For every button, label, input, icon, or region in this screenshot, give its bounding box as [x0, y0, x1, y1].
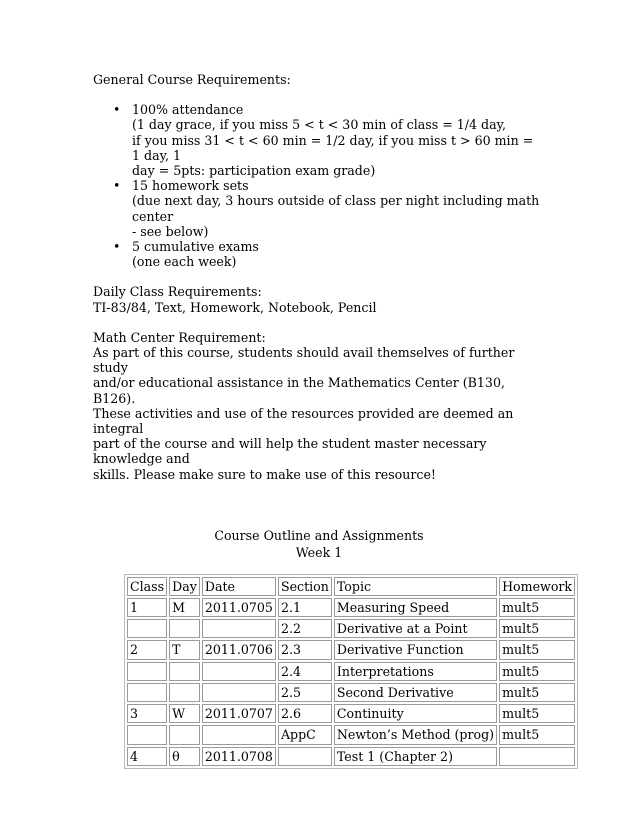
cell-section [278, 747, 332, 766]
table-header-row [127, 577, 575, 596]
table-row [127, 747, 575, 766]
column-header-class: Class [127, 577, 167, 596]
cell-date [202, 683, 276, 702]
outline-title: Course Outline and Assignments [214, 527, 424, 543]
daily-requirements-heading: Daily Class Requirements: [93, 284, 262, 300]
list-item [93, 102, 545, 178]
cell-class: 2 [127, 640, 167, 659]
bullet-icon: • [113, 239, 121, 255]
daily-requirements-text: TI-83/84, Text, Homework, Notebook, Pencil [93, 299, 377, 315]
outline-title-block [93, 527, 545, 561]
cell-date: 2011.0707 [202, 704, 276, 723]
cell-day [169, 725, 200, 744]
column-header-homework: Homework [499, 577, 575, 596]
paragraph-line: As part of this course, students should avail themselves of further study [93, 345, 515, 376]
cell-homework: mult5 [499, 662, 575, 681]
column-header-topic: Topic [334, 577, 497, 596]
cell-homework: mult5 [499, 704, 575, 723]
cell-topic: Newton’s Method (prog) [334, 725, 497, 744]
column-header-date: Date [202, 577, 276, 596]
table-row [127, 683, 575, 702]
cell-date [202, 725, 276, 744]
cell-section: 2.4 [278, 662, 332, 681]
cell-topic: Second Derivative [334, 683, 497, 702]
cell-class: 3 [127, 704, 167, 723]
schedule-table [124, 574, 578, 769]
cell-date: 2011.0708 [202, 747, 276, 766]
cell-date [202, 662, 276, 681]
paragraph-line: skills. Please make sure to make use of this resource! [93, 466, 436, 482]
cell-topic: Test 1 (Chapter 2) [334, 747, 497, 766]
list-item [93, 178, 545, 239]
item-line: 5 cumulative exams [132, 239, 259, 255]
cell-topic: Derivative Function [334, 640, 497, 659]
cell-topic: Continuity [334, 704, 497, 723]
document-page [93, 72, 573, 769]
item-line: if you miss 31 < t < 60 min = 1/2 day, if you miss t > 60 min = 1 day, 1 [132, 132, 534, 163]
cell-topic: Measuring Speed [334, 598, 497, 617]
cell-date: 2011.0705 [202, 598, 276, 617]
daily-requirements [93, 284, 545, 314]
cell-section: 2.5 [278, 683, 332, 702]
paragraph-line: part of the course and will help the student master necessary knowledge and [93, 436, 487, 467]
item-line: (1 day grace, if you miss 5 < t < 30 min of class = 1/4 day, [132, 117, 507, 133]
item-line: 15 homework sets [132, 178, 249, 194]
cell-homework: mult5 [499, 683, 575, 702]
cell-section: 2.6 [278, 704, 332, 723]
item-line: - see below) [132, 223, 209, 239]
cell-class: 4 [127, 747, 167, 766]
table-row [127, 619, 575, 638]
cell-section: 2.1 [278, 598, 332, 617]
cell-day [169, 662, 200, 681]
cell-section: 2.2 [278, 619, 332, 638]
cell-topic: Interpretations [334, 662, 497, 681]
cell-day: W [169, 704, 200, 723]
cell-class [127, 662, 167, 681]
cell-section: 2.3 [278, 640, 332, 659]
cell-homework [499, 747, 575, 766]
item-line: day = 5pts: participation exam grade) [132, 163, 376, 179]
cell-class [127, 619, 167, 638]
paragraph-line: These activities and use of the resources provided are deemed an integral [93, 405, 514, 437]
cell-class [127, 683, 167, 702]
bullet-icon: • [113, 102, 121, 118]
cell-date [202, 619, 276, 638]
cell-day [169, 683, 200, 702]
general-requirements-list [93, 102, 545, 269]
bullet-icon: • [113, 178, 121, 194]
table-row [127, 598, 575, 617]
table-row [127, 662, 575, 681]
cell-day: T [169, 640, 200, 659]
cell-homework: mult5 [499, 598, 575, 617]
cell-date: 2011.0706 [202, 640, 276, 659]
outline-week: Week 1 [295, 544, 343, 560]
cell-homework: mult5 [499, 619, 575, 638]
table-row [127, 640, 575, 659]
paragraph-line: and/or educational assistance in the Mathematics Center (B130, B126). [93, 375, 505, 406]
math-center-heading: Math Center Requirement: [93, 329, 266, 345]
cell-day: θ [169, 747, 200, 766]
cell-day: M [169, 598, 200, 617]
table-row [127, 704, 575, 723]
column-header-section: Section [278, 577, 332, 596]
math-center-requirement [93, 330, 545, 482]
cell-day [169, 619, 200, 638]
column-header-day: Day [169, 577, 200, 596]
item-line: 100% attendance [132, 102, 244, 118]
table-row [127, 725, 575, 744]
general-requirements-heading: General Course Requirements: [93, 72, 291, 87]
cell-homework: mult5 [499, 725, 575, 744]
cell-topic: Derivative at a Point [334, 619, 497, 638]
cell-class [127, 725, 167, 744]
cell-section: AppC [278, 725, 332, 744]
item-line: (due next day, 3 hours outside of class per night including math center [132, 193, 540, 224]
cell-class: 1 [127, 598, 167, 617]
list-item [93, 239, 545, 269]
item-line: (one each week) [132, 254, 237, 270]
cell-homework: mult5 [499, 640, 575, 659]
